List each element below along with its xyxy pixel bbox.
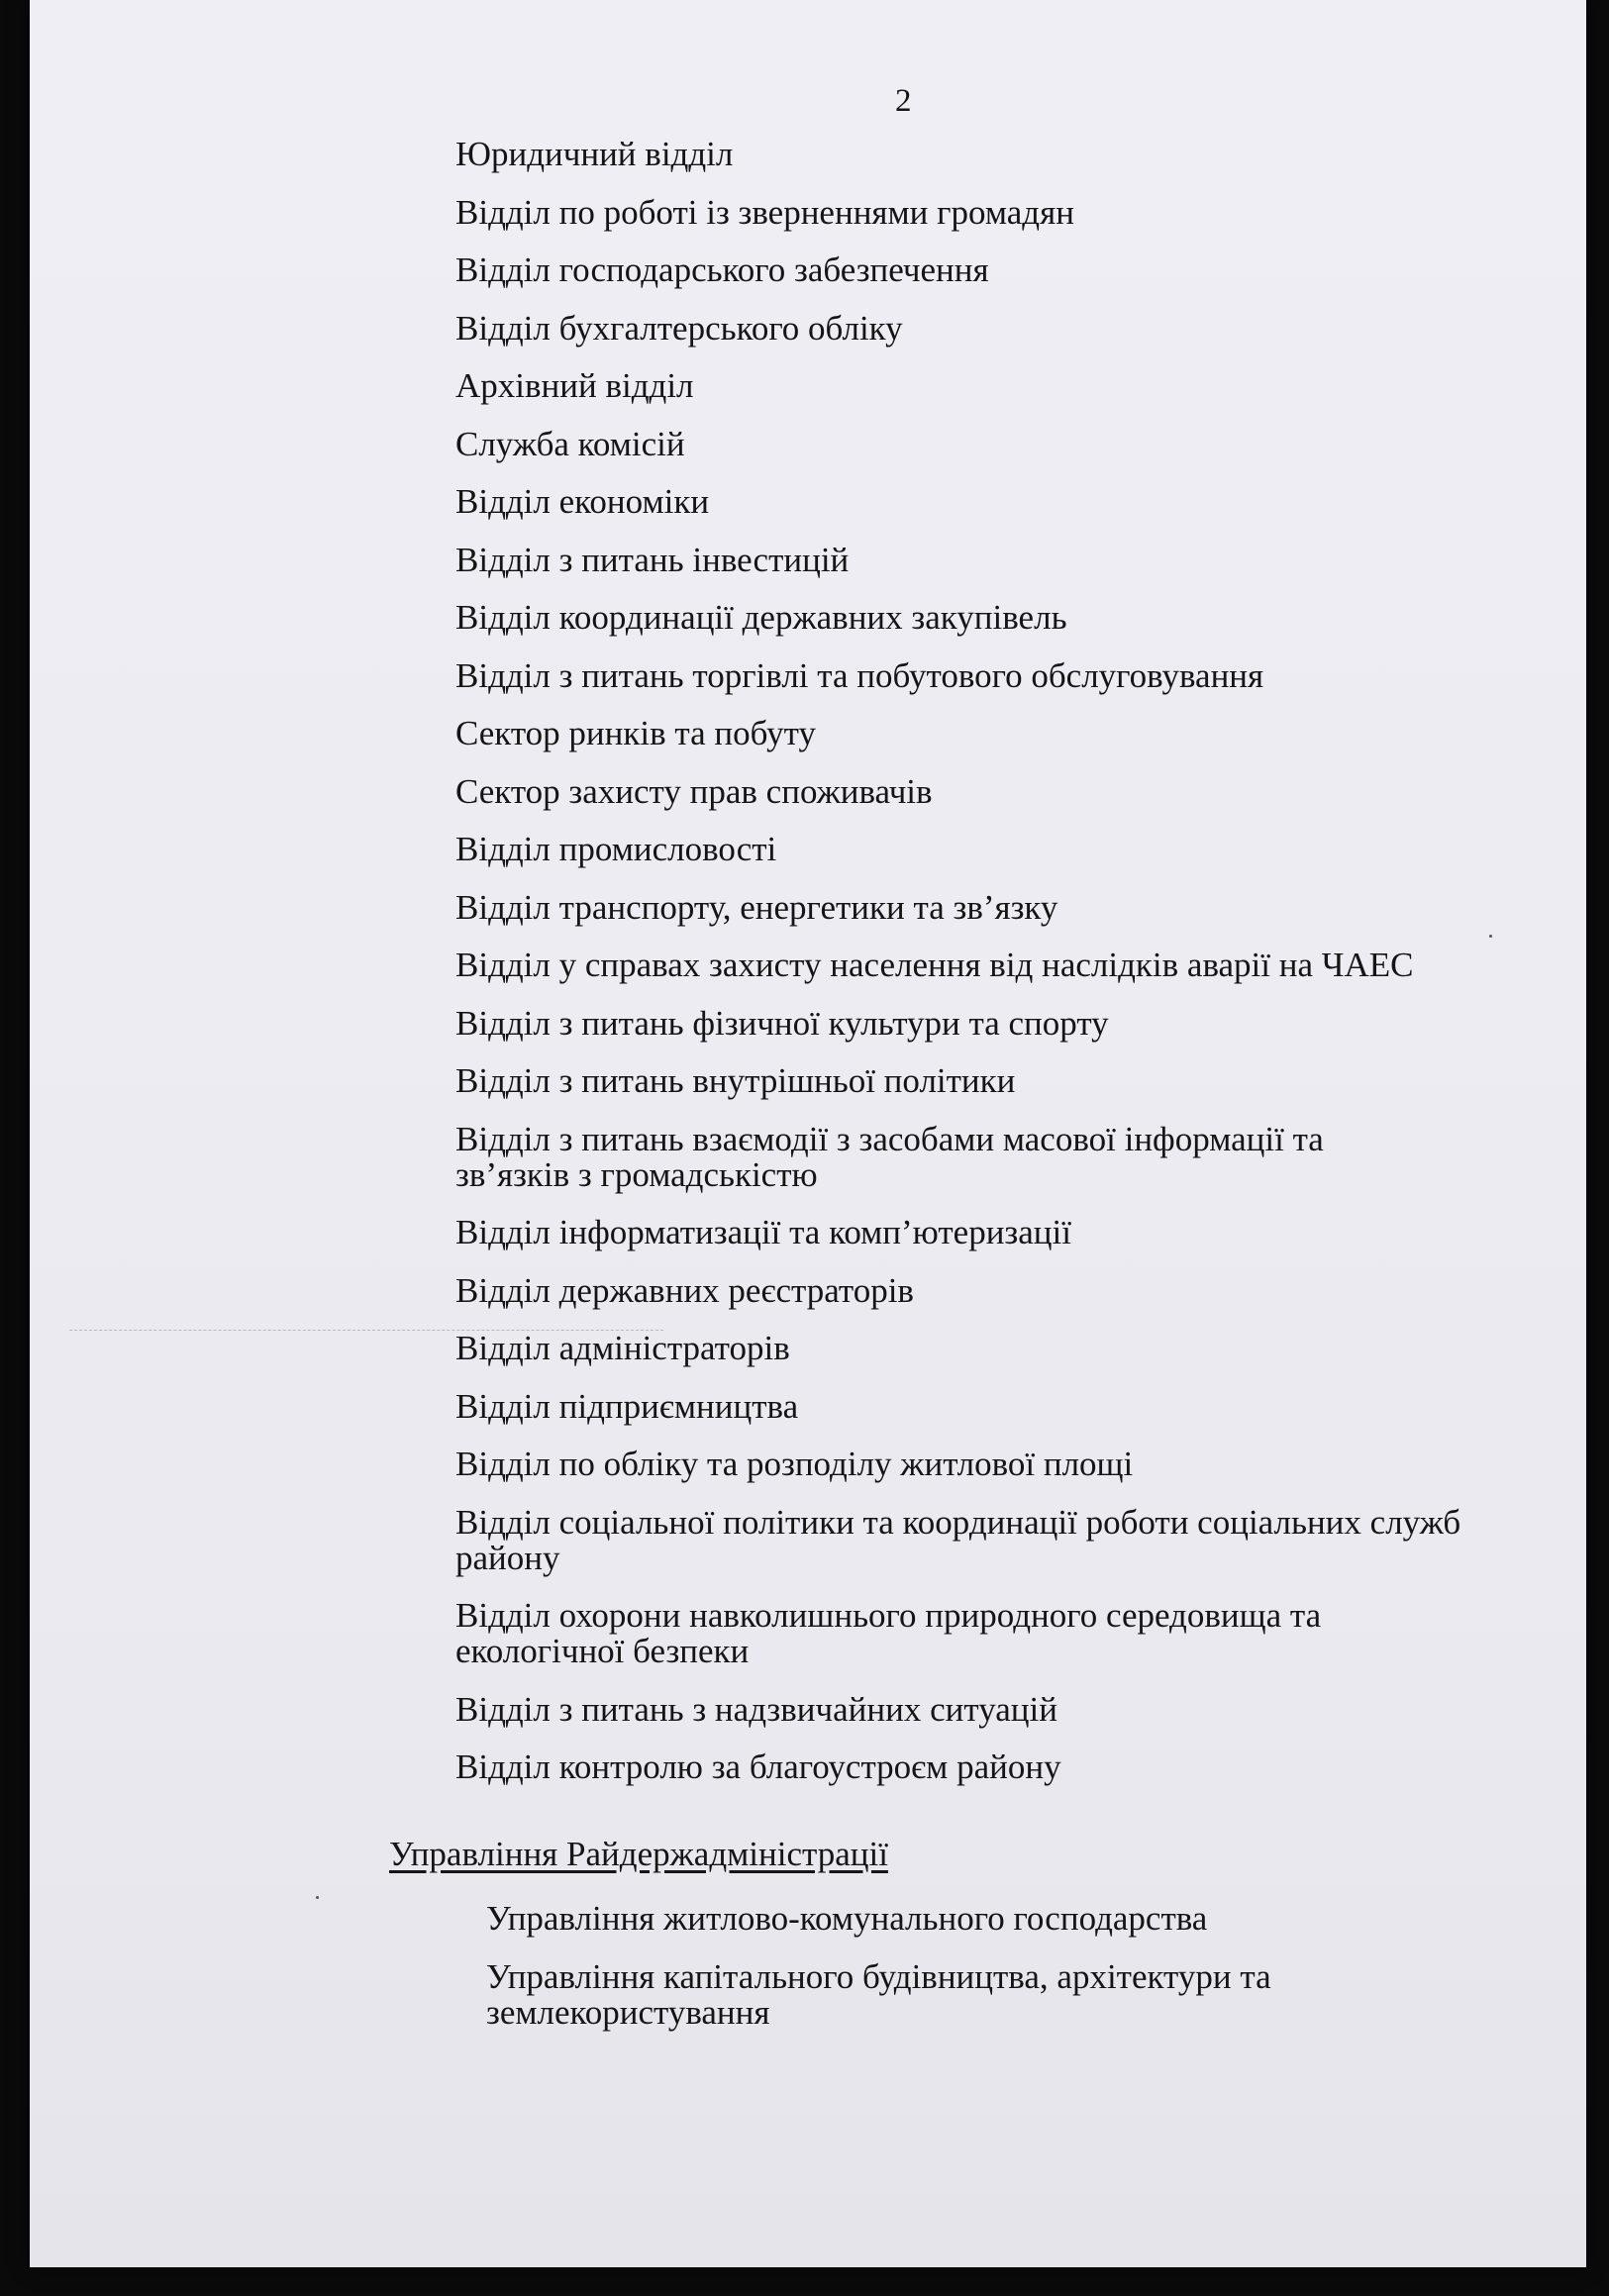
document-page — [30, 0, 1586, 2267]
list-item: Відділ державних реєстраторів — [455, 1270, 914, 1310]
list-item: Юридичний відділ — [455, 135, 734, 173]
paper-speck — [316, 1896, 319, 1899]
list-item: Управління капітального будівництва, архітектури та землекористування — [486, 1956, 1271, 2032]
list-item: Управління житлово-комунального господарства — [486, 1899, 1208, 1938]
list-item: Відділ адміністраторів — [455, 1329, 790, 1367]
department-list — [455, 137, 1555, 1808]
list-item: Відділ з питань інвестицій — [455, 540, 850, 579]
list-item: Відділ по роботі із зверненнями громадян — [455, 192, 1074, 232]
list-item: Відділ охорони навколишнього природного середовища та екологічної безпеки — [455, 1596, 1322, 1670]
list-item: Відділ підприємництва — [455, 1386, 799, 1426]
list-item: Відділ з питань фізичної культури та спорту — [455, 1003, 1109, 1043]
list-item: Відділ соціальної політики та координації роботи соціальних служб району — [455, 1502, 1461, 1577]
administration-list — [486, 1901, 1536, 2052]
list-item: Відділ інформатизації та комп’ютеризації — [455, 1213, 1071, 1251]
list-item: Відділ господарського забезпечення — [455, 250, 989, 289]
list-item: Служба комісій — [455, 424, 685, 463]
list-item: Відділ бухгалтерського обліку — [455, 308, 903, 348]
list-item: Відділ з питань взаємодії з засобами масової інформації та зв’язків з громадськістю — [455, 1119, 1324, 1194]
list-item: Архівний відділ — [455, 366, 694, 405]
list-item: Відділ з питань з надзвичайних ситуацій — [455, 1689, 1057, 1729]
list-item: Відділ у справах захисту населення від наслідків аварії на ЧАЕС — [455, 946, 1414, 984]
list-item: Відділ економіки — [455, 482, 710, 521]
list-item: Сектор захисту прав споживачів — [455, 771, 933, 811]
list-item: Відділ координації державних закупівель — [455, 598, 1067, 637]
section-heading: Управління Райдержадміністрації — [389, 1835, 888, 1873]
list-item: Відділ транспорту, енергетики та зв’язку — [455, 887, 1058, 927]
list-item: Відділ з питань внутрішньої політики — [455, 1061, 1016, 1100]
list-item: Відділ контролю за благоустроєм району — [455, 1747, 1061, 1786]
page-number: 2 — [895, 83, 912, 119]
list-item: Відділ по обліку та розподілу житлової площі — [455, 1445, 1134, 1483]
list-item: Відділ з питань торгівлі та побутового обслуговування — [455, 655, 1264, 695]
list-item: Сектор ринків та побуту — [455, 714, 816, 752]
list-item: Відділ промисловості — [455, 830, 777, 868]
